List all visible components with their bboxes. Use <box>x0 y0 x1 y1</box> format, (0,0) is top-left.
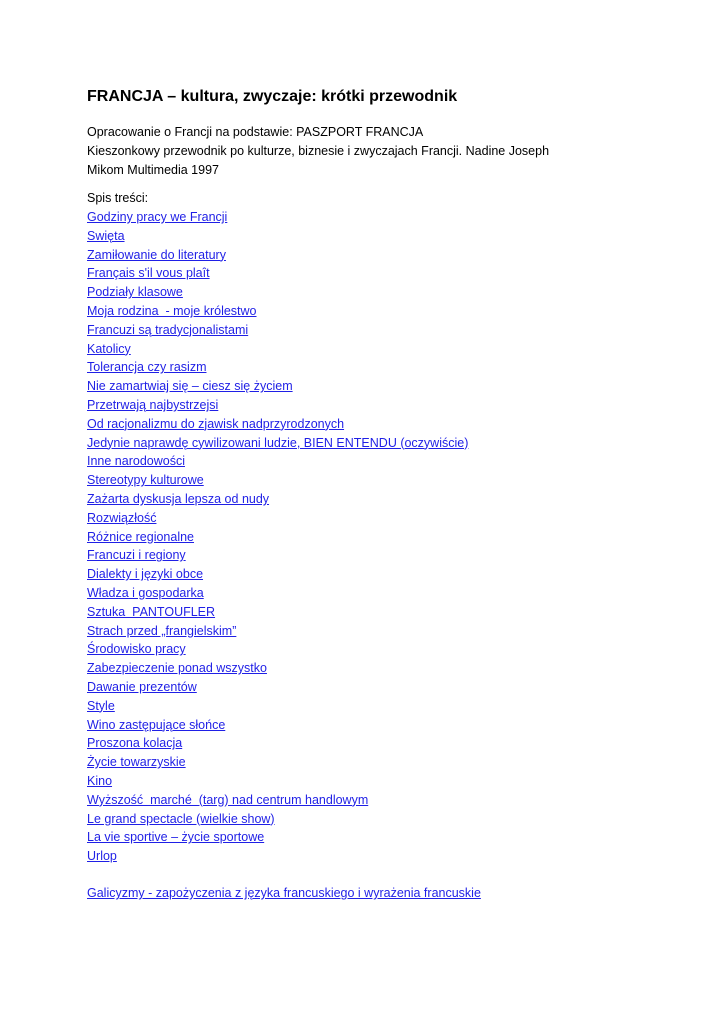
toc-link[interactable]: Urlop <box>87 849 117 864</box>
toc-item <box>87 358 468 377</box>
toc-item <box>87 452 468 471</box>
toc-link[interactable]: Zażarta dyskusja lepsza od nudy <box>87 491 270 506</box>
toc-link[interactable]: Od racjonalizmu do zjawisk nadprzyrodzonych <box>87 416 345 431</box>
toc-item <box>87 434 468 453</box>
toc-link[interactable]: Przetrwają najbystrzejsi <box>87 397 219 412</box>
toc-item <box>87 208 468 227</box>
toc-item <box>87 772 468 791</box>
toc-link[interactable]: Zamiłowanie do literatury <box>87 247 226 262</box>
toc-item <box>87 678 468 697</box>
toc-item <box>87 227 468 246</box>
toc-link[interactable]: Władza i gospodarka <box>87 585 204 600</box>
toc-link[interactable]: Godziny pracy we Francji <box>87 210 228 224</box>
toc-item <box>87 584 468 603</box>
toc-item <box>87 396 468 415</box>
toc-link[interactable]: Zabezpieczenie ponad wszystko <box>87 661 267 676</box>
toc-heading: Spis treści: <box>87 191 149 205</box>
intro-line: Mikom Multimedia 1997 <box>87 162 219 177</box>
toc-link[interactable]: Środowisko pracy <box>87 642 186 657</box>
toc-item <box>87 565 468 584</box>
toc-item <box>87 246 468 265</box>
toc-link[interactable]: Katolicy <box>87 341 131 356</box>
toc-item <box>87 622 468 641</box>
toc-item <box>87 847 468 866</box>
toc-link[interactable]: Różnice regionalne <box>87 529 195 544</box>
toc-link[interactable]: La vie sportive – życie sportowe <box>87 830 265 845</box>
intro-line: Kieszonkowy przewodnik po kulturze, biznesie i zwyczajach Francji. Nadine Joseph <box>87 143 550 158</box>
toc-link[interactable]: Dialekty i języki obce <box>87 567 204 582</box>
toc-link[interactable]: Le grand spectacle (wielkie show) <box>87 811 275 826</box>
toc-item <box>87 340 468 359</box>
toc-link[interactable]: Sztuka PANTOUFLER <box>87 604 216 619</box>
intro-line: Opracowanie o Francji na podstawie: PASZPORT FRANCJA <box>87 125 424 139</box>
toc-item <box>87 640 468 659</box>
toc-link[interactable]: Wino zastępujące słońce <box>87 717 226 732</box>
toc-item <box>87 546 468 565</box>
toc-link[interactable]: Strach przed „frangielskim” <box>87 623 237 638</box>
toc-item <box>87 810 468 829</box>
toc-link[interactable]: Français s'il vous plaît <box>87 266 210 281</box>
table-of-contents <box>87 208 468 866</box>
intro-paragraph <box>87 123 687 179</box>
extra-section <box>87 884 481 903</box>
toc-link[interactable]: Style <box>87 698 115 713</box>
toc-item <box>87 264 468 283</box>
toc-item <box>87 603 468 622</box>
toc-link[interactable]: Francuzi są tradycjonalistami <box>87 322 249 337</box>
toc-item <box>87 302 468 321</box>
toc-item <box>87 753 468 772</box>
toc-item <box>87 377 468 396</box>
galicyzmy-link[interactable]: Galicyzmy - zapożyczenia z języka francuskiego i wyrażenia francuskie <box>87 886 481 900</box>
toc-item <box>87 697 468 716</box>
toc-item <box>87 283 468 302</box>
toc-item <box>87 490 468 509</box>
toc-item <box>87 659 468 678</box>
toc-link[interactable]: Francuzi i regiony <box>87 548 186 563</box>
toc-item <box>87 734 468 753</box>
toc-item <box>87 716 468 735</box>
toc-item <box>87 791 468 810</box>
toc-link[interactable]: Proszona kolacja <box>87 736 183 751</box>
toc-item <box>87 509 468 528</box>
toc-item <box>87 321 468 340</box>
toc-link[interactable]: Nie zamartwiaj się – ciesz się życiem <box>87 379 293 394</box>
toc-link[interactable]: Życie towarzyskie <box>87 755 186 770</box>
toc-link[interactable]: Stereotypy kulturowe <box>87 473 204 488</box>
toc-link[interactable]: Podziały klasowe <box>87 285 183 300</box>
toc-link[interactable]: Tolerancja czy rasizm <box>87 360 207 375</box>
toc-link[interactable]: Swięta <box>87 228 125 243</box>
toc-link[interactable]: Wyższość marché (targ) nad centrum handlowym <box>87 792 369 807</box>
toc-link[interactable]: Inne narodowości <box>87 454 185 469</box>
toc-item <box>87 415 468 434</box>
toc-link[interactable]: Moja rodzina - moje królestwo <box>87 303 257 318</box>
toc-link[interactable]: Kino <box>87 773 113 788</box>
toc-link[interactable]: Dawanie prezentów <box>87 679 197 694</box>
toc-item <box>87 528 468 547</box>
toc-item <box>87 471 468 490</box>
toc-item <box>87 828 468 847</box>
document-title: FRANCJA – kultura, zwyczaje: krótki przewodnik <box>87 88 458 105</box>
toc-link[interactable]: Jedynie naprawdę cywilizowani ludzie, BIEN ENTENDU (oczywiście) <box>87 435 469 450</box>
toc-link[interactable]: Rozwiązłość <box>87 510 157 525</box>
